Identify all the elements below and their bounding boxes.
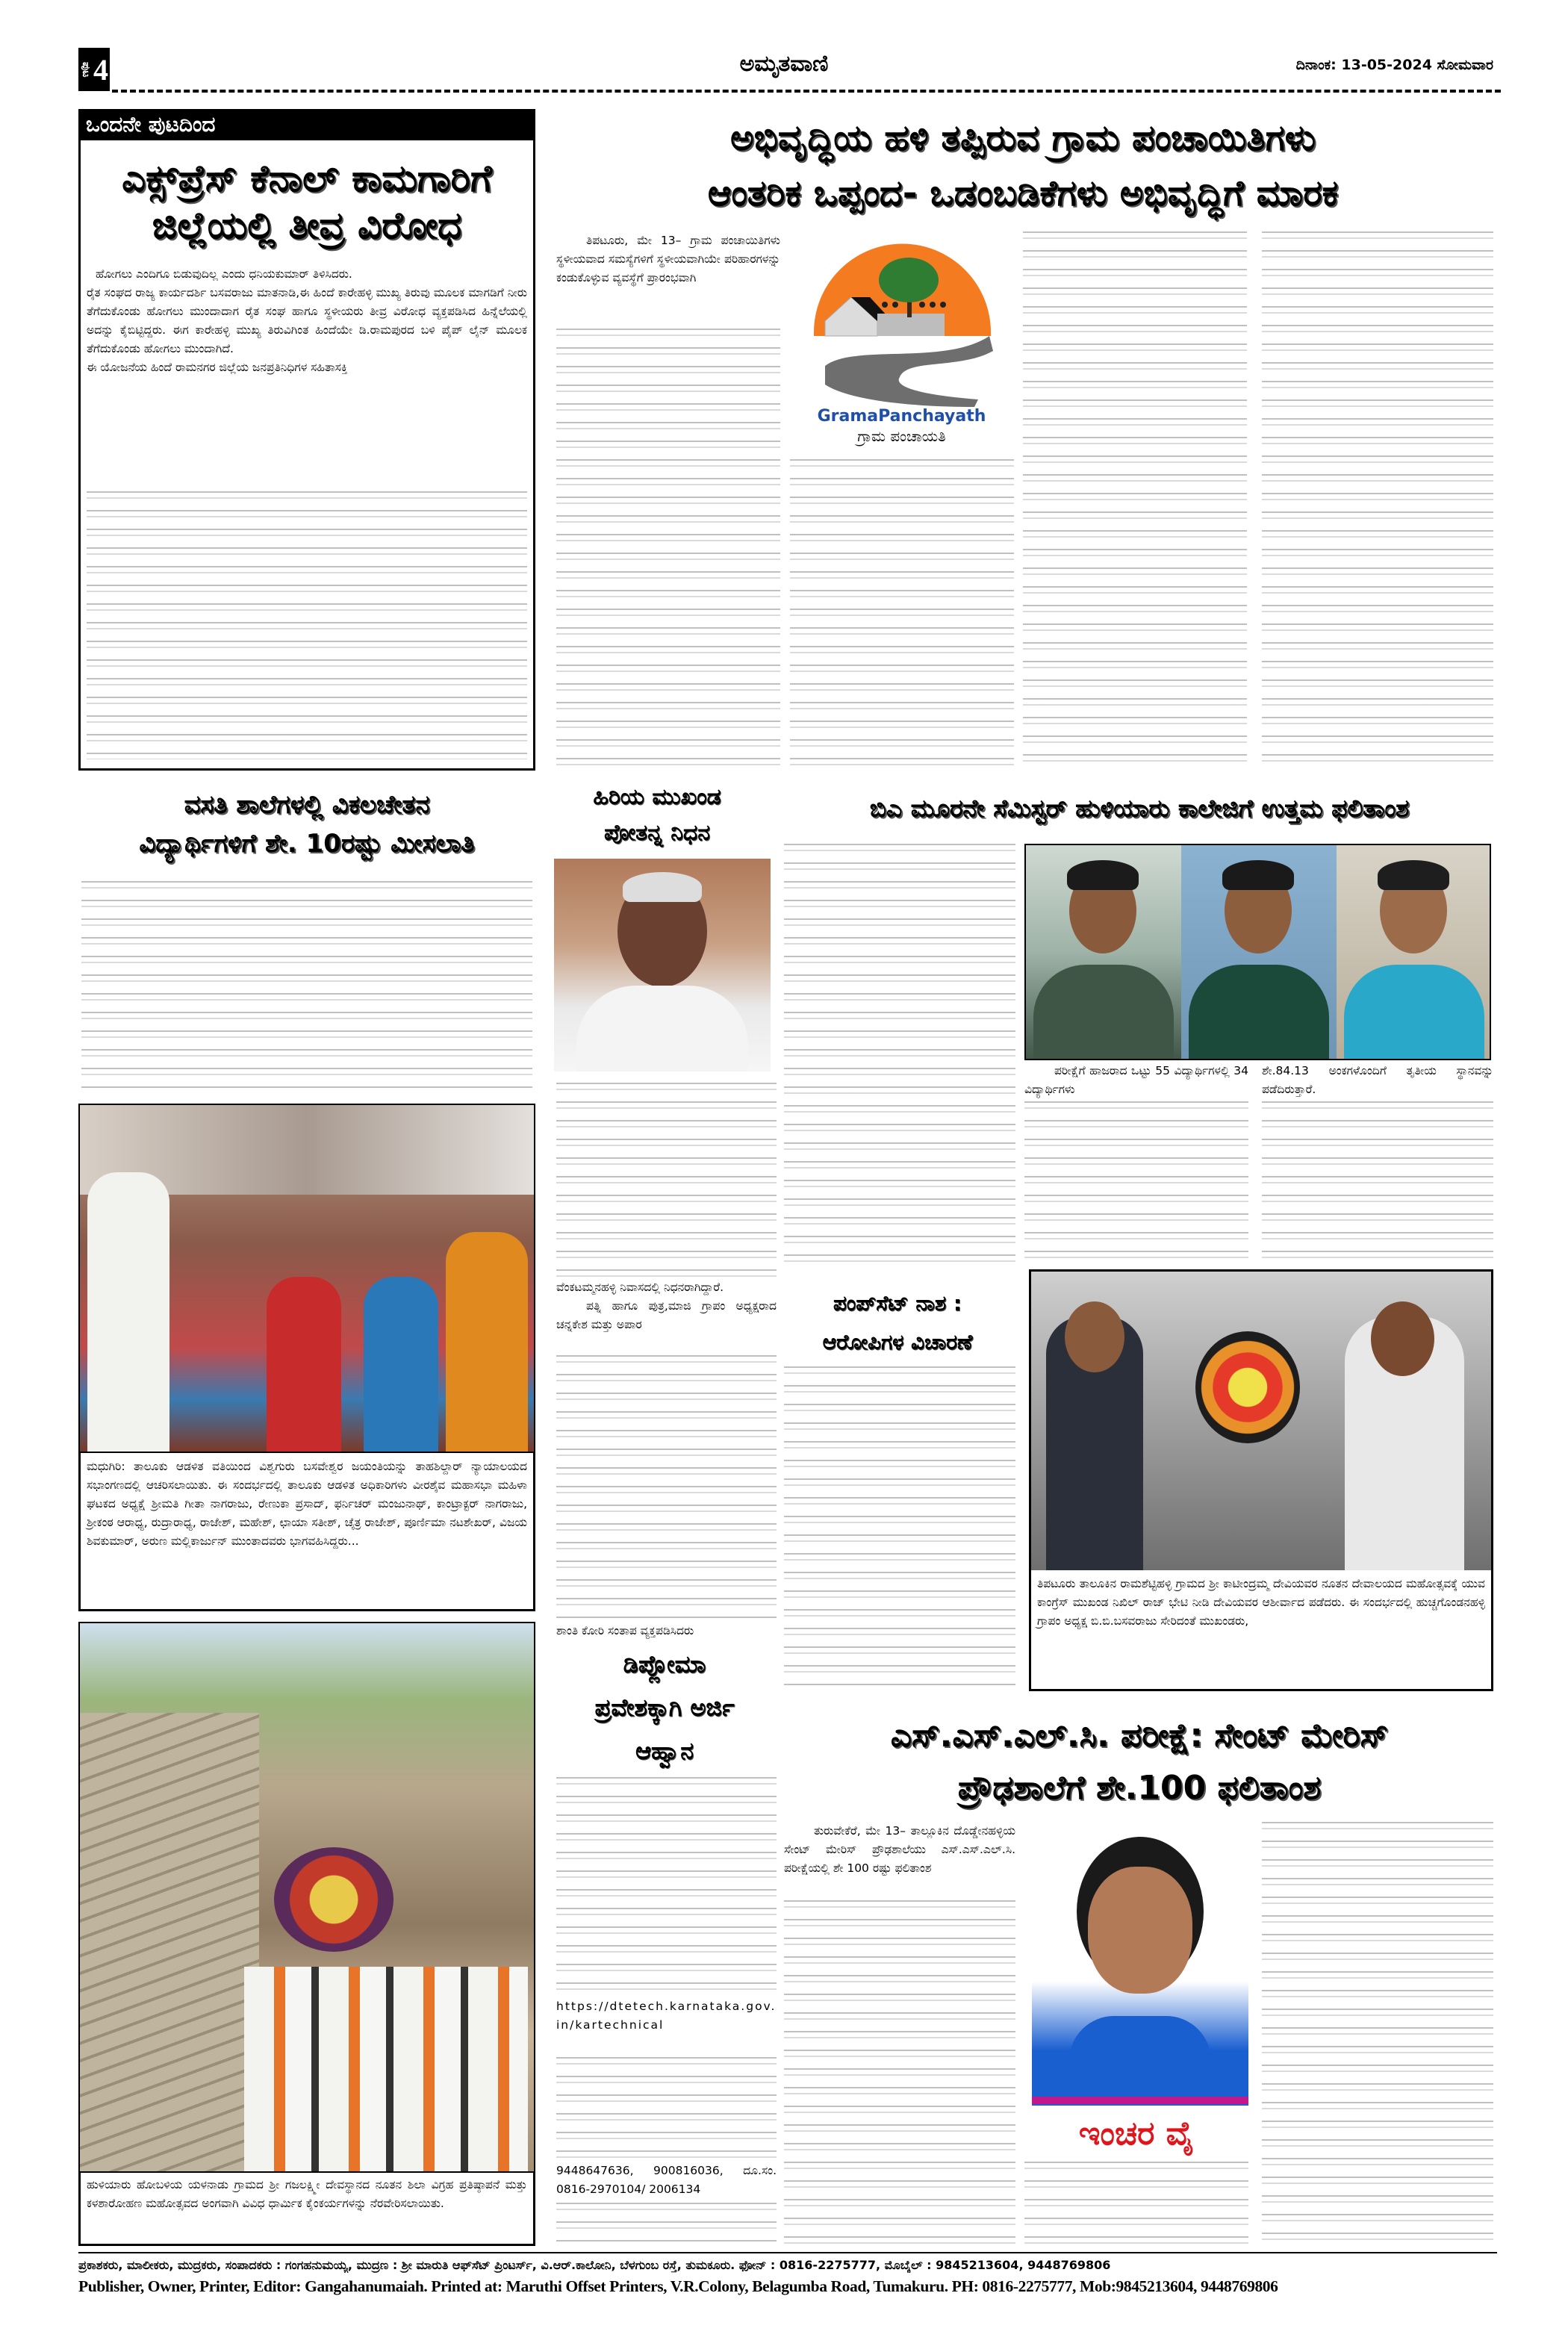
article-ba-col1 [784,844,1015,1262]
article-ba-headline: ಬಿಎ ಮೂರನೇ ಸೆಮಿಸ್ಟರ್ ಹುಳಿಯಾರು ಕಾಲೇಜಿಗೆ ಉತ್ತಮ ಫಲಿತಾಂಶ [869,794,1410,823]
article-panchayat-dateline: ತಿಪಟೂರು, ಮೇ 13– ಗ್ರಾಮ ಪಂಚಾಯಿತಿಗಳು ಸ್ಥಳೀಯವಾದ ಸಮಸ್ಯೆಗಳಿಗೆ ಸ್ಥಳೀಯವಾಗಿಯೇ ಪರಿಹಾರಗಳನ್ನು ಕಂಡುಕೊಳ್ಳುವ ವ್ಯವಸ್ಥೆಗೆ ಪ್ರಾರಂಭವಾಗಿ [556,234,780,284]
headline-line: ಪೋತನ್ನ ನಿಧನ [604,820,710,846]
article-ba-col3 [1262,1101,1493,1262]
headline-line: ವಸತಿ ಶಾಲೆಗಳಲ್ಲಿ ವಿಕಲಚೇತನ [184,790,430,820]
imprint-kannada: ಪ್ರಕಾಶಕರು, ಮಾಲೀಕರು, ಮುದ್ರಕರು, ಸಂಪಾದಕರು : ಗಂಗಹನುಮಯ್ಯ, ಮುದ್ರಣ : ಶ್ರೀ ಮಾರುತಿ ಆಫ್‌ಸೆಟ್ ಪ್ರಿಂಟರ್ಸ್, ವಿ.ಆರ್.ಕಾಲೋನಿ, ಬೆಳಗುಂಬ ರಸ್ತೆ, ತುಮಕೂರು. ಫೋನ್ : 0816-2275777, ಮೊಬೈಲ್ : 9845213604, 9448769806 [78,2258,1111,2272]
photo-temple-visit [1031,1272,1491,1570]
article-pumpset-body [784,1366,1015,1687]
headline-line: ಜಿಲ್ಲೆಯಲ್ಲಿ ತೀವ್ರ ವಿರೋಧ [152,203,462,247]
article-sslc-col3 [1262,1822,1493,2244]
article-diploma-phones: 9448647636, 900816036, ದೂ.ಸಂ. 0816-2970104/ 2006134 [556,2164,777,2196]
paragraph: ರೈತ ಸಂಘದ ರಾಜ್ಯ ಕಾರ್ಯದರ್ಶಿ ಬಸವರಾಜು ಮಾತನಾಡಿ,ಈ ಹಿಂದೆ ಕಾರೇಹಳ್ಳಿ ಮುಖ್ಯ ತಿರುವು ಮೂಲಕ ಮಾಗಡಿಗೆ ನೀರು ತೆಗೆದುಕೊಂಡು ಹೋಗಲು ಮುಂದಾದಾಗ ರೈತ ಸಂಘ ಹಾಗೂ ಸ್ಥಳೀಯರು ತೀವ್ರ ವಿರೋಧ ವ್ಯಕ್ತಪಡಿಸಿದ ಹಿನ್ನೆಲೆಯಲ್ಲಿ ಅದನ್ನು ಕೈಬಿಟ್ಟಿದ್ದರು. ಈಗ ಕಾರೇಹಳ್ಳಿ ಮುಖ್ಯ ತಿರುವಿಗಿಂತ ಹಿಂದೆಯೇ ಡಿ.ರಾಮಪುರದ ಬಳಿ ಪೈಪ್ ಲೈನ್ ಮೂಲಕ ತೆಗೆದುಕೊಂಡು ಹೋಗಲು ಮುಂದಾಗಿದೆ. [87,286,527,355]
article-obituary-closing: ಶಾಂತಿ ಕೋರಿ ಸಂತಾಪ ವ್ಯಕ್ತಪಡಿಸಿದರು [556,1624,694,1637]
article-ba-snippet-1: ಪರೀಕ್ಷೆಗೆ ಹಾಜರಾದ ಒಟ್ಟು 55 ವಿದ್ಯಾರ್ಥಿಗಳಲ್ಲಿ 34 ವಿದ್ಯಾರ್ಥಿಗಳು [1024,1064,1248,1096]
article-panchayat-col2 [790,459,1014,769]
article-diploma-body-end [556,2203,777,2244]
headline-line: ಆಹ್ವಾನ [635,1737,694,1765]
paragraph: ಪತ್ನಿ ಹಾಗೂ ಪುತ್ರ,ಮಾಜಿ ಗ್ರಾಪಂ ಅಧ್ಯಕ್ಷರಾದ ಚನ್ನಕೇಶ ಮತ್ತು ಅಪಾರ [556,1299,777,1331]
article-canal [78,140,535,771]
headline-line: ಪ್ರೌಢಶಾಲೆಗೆ ಶೇ.100 ಫಲಿತಾಂಶ [957,1769,1322,1807]
page-label: ಪುಟ [80,61,92,78]
headline-line: ಹಿರಿಯ ಮುಖಂಡ [593,784,721,810]
photo-huliyar-temple-crowd [78,1622,535,2173]
paragraph: ಈ ಯೋಜನೆಯ ಹಿಂದೆ ರಾಮನಗರ ಜಿಲ್ಲೆಯ ಜನಪ್ರತಿನಿಧಿಗಳ ಸಹಿತಾಸಕ್ತಿ [87,361,348,374]
continued-from-page-one-kicker: ಒಂದನೇ ಪುಟದಿಂದ [78,109,535,140]
photo-ba-students [1024,844,1491,1060]
photo-sslc-student [1024,1822,1248,2106]
article-sslc-dateline: ತುರುವೇಕೆರೆ, ಮೇ 13– ತಾಲ್ಲೂಕಿನ ದೊಡ್ಡೇನಹಳ್ಳಿಯ ಸೇಂಟ್ ಮೇರಿಸ್ ಪ್ರೌಢಶಾಲೆಯು ಎಸ್.ಎಸ್.ಎಲ್.ಸಿ. ಪರೀಕ್ಷೆಯಲ್ಲಿ ಶೇ 100 ರಷ್ಟು ಫಲಿತಾಂಶ [784,1824,1015,1875]
headline-line: ವಿದ್ಯಾರ್ಥಿಗಳಿಗೆ ಶೇ. 10ರಷ್ಟು ಮೀಸಲಾತಿ [139,829,475,859]
page-number: 4 [93,52,108,87]
photo-obituary-portrait [554,859,771,1071]
article-ba-snippet-2: ಶೇ.84.13 ಅಂಕಗಳೊಂದಿಗೆ ತೃತೀಯ ಸ್ಥಾನವನ್ನು ಪಡೆದಿರುತ್ತಾರೆ. [1262,1064,1493,1096]
newspaper-name: ಅಮೃತವಾಣಿ [739,51,829,77]
headline-line: ಅಭಿವೃದ್ಧಿಯ ಹಳಿ ತಪ್ಪಿರುವ ಗ್ರಾಮ ಪಂಚಾಯಿತಿಗಳು [729,117,1316,159]
photo-huliyar-caption: ಹುಳಿಯಾರು ಹೋಬಳಿಯ ಯಳನಾಡು ಗ್ರಾಮದ ಶ್ರೀ ಗಜಲಕ್ಷ್ಮೀ ದೇವಸ್ಥಾನದ ನೂತನ ಶಿಲಾ ವಿಗ್ರಹ ಪ್ರತಿಷ್ಠಾಪನೆ ಮತ್ತು ಕಳಶಾರೋಹಣ ಮಹೋತ್ಸವದ ಅಂಗವಾಗಿ ವಿವಿಧ ಧಾರ್ಮಿಕ ಕೈಂಕರ್ಯಗಳನ್ನು ನೆರವೇರಿಸಲಾಯಿತು. [78,2173,535,2246]
article-canal-headline [81,155,533,249]
paragraph: ವೆಂಕಟಮ್ಮನಹಳ್ಳಿ ನಿವಾಸದಲ್ಲಿ ನಿಧನರಾಗಿದ್ದಾರೆ. [556,1281,724,1294]
grama-panchayath-logo [795,239,1008,452]
headline-line: ಡಿಪ್ಲೋಮಾ [623,1650,706,1679]
logo-text-en: GramaPanchayath [817,407,986,426]
article-panchayat-col4 [1262,231,1493,769]
article-hostel-body [81,881,532,1090]
article-panchayat-col1 [556,329,780,769]
article-diploma-body [556,1777,777,1994]
page-number-badge [78,48,110,91]
headline-line: ಎಕ್ಸ್‌ಪ್ರೆಸ್ ಕೆನಾಲ್ ಕಾಮಗಾರಿಗೆ [122,157,492,200]
article-panchayat-headline [549,111,1497,221]
article-diploma-headline [553,1643,777,1773]
article-canal-body [87,265,527,377]
article-obituary-headline [545,780,769,851]
headline-line: ಪ್ರವೇಶಕ್ಕಾಗಿ ಅರ್ಜಿ [594,1693,735,1722]
photo-madhugiri-caption: ಮಧುಗಿರಿ: ತಾಲೂಕು ಆಡಳಿತ ವತಿಯಿಂದ ವಿಶ್ವಗುರು ಬಸವೇಶ್ವರ ಜಯಂತಿಯನ್ನು ತಾಹಶಿಲ್ದಾರ್ ನ್ಯಾಯಾಲಯದ ಸಭಾಂಗಣದಲ್ಲಿ ಆಚರಿಸಲಾಯಿತು. ಈ ಸಂದರ್ಭದಲ್ಲಿ ತಾಲೂಕು ಆಡಳಿತ ಅಧಿಕಾರಿಗಳು ವೀರಶೈವ ಮಹಾಸಭಾ ಮಹಿಳಾ ಘಟಕದ ಅಧ್ಯಕ್ಷೆ ಶ್ರೀಮತಿ ಗೀತಾ ನಾಗರಾಜು, ರೇಣುಕಾ ಪ್ರಸಾದ್, ಫರ್ನಿಚರ್ ಮಂಜುನಾಥ್, ಕಾಂಟ್ರಾಕ್ಟರ್ ನಾಗರಾಜು, ಶ್ರೀಕಂಠ ಆರಾಧ್ಯ, ರುದ್ರಾರಾಧ್ಯ, ರಾಜೇಶ್, ಮಹೇಶ್, ಛಾಯಾ ಸತೀಶ್, ಚೈತ್ರ ರಾಜೇಶ್, ಪೂರ್ಣಿಮಾ ನಟಶೇಖರ್, ವಿಜಯ ಶಿವಕುಮಾರ್, ಅರುಣ ಮಲ್ಲಿಕಾರ್ಜುನ್ ಮುಂತಾದವರು ಭಾಗವಹಿಸಿದ್ದರು... [78,1453,535,1611]
article-diploma-link[interactable]: https://dtetech.karnataka.gov.in/kartechnical [556,2000,777,2032]
headline-line: ಆರೋಪಿಗಳ ವಿಚಾರಣೆ [822,1330,973,1354]
headline-line: ಪಂಪ್‌ಸೆಟ್ ನಾಶ : [833,1291,962,1316]
article-canal-body-continued [87,491,527,759]
article-hostel [78,777,535,1098]
article-obituary-body [556,1083,777,1277]
logo-text-kn: ಗ್ರಾಮ ಪಂಚಾಯತಿ [857,427,946,445]
article-obituary-snippet [556,1278,777,1334]
article-pumpset-headline [778,1284,1017,1362]
date-line: ದಿನಾಂಕ: 13-05-2024 ಸೋಮವಾರ [1295,57,1493,73]
photo-temple-caption: ತಿಪಟೂರು ತಾಲೂಕಿನ ರಾಮಶೆಟ್ಟಿಹಳ್ಳಿ ಗ್ರಾಮದ ಶ್ರೀ ಕಾಟೀಂದ್ರಮ್ಮ ದೇವಿಯವರ ನೂತನ ದೇವಾಲಯದ ಮಹೋತ್ಸವಕ್ಕೆ ಯುವ ಕಾಂಗ್ರೆಸ್ ಮುಖಂಡ ನಿಖಿಲ್ ರಾಜ್ ಭೇಟಿ ನೀಡಿ ದೇವಿಯವರ ಆಶೀರ್ವಾದ ಪಡೆದರು. ಈ ಸಂದರ್ಭದಲ್ಲಿ ಹುಚ್ಚಗೊಂಡನಹಳ್ಳಿ ಗ್ರಾಪಂ ಅಧ್ಯಕ್ಷ ಬಿ.ಬಿ.ಬಸವರಾಜು ಸೇರಿದಂತೆ ಮುಖಂಡರು, [1037,1577,1485,1628]
article-diploma-body-continued [556,2057,777,2158]
article-ba-col2 [1024,1101,1248,1262]
paragraph: ಹೋಗಲು ಎಂದಿಗೂ ಬಿಡುವುದಿಲ್ಲ ಎಂದು ಧನಿಯಕುಮಾರ್ ತಿಳಿಸಿದರು. [96,267,352,281]
photo-madhugiri-event [78,1104,535,1453]
imprint-english: Publisher, Owner, Printer, Editor: Gangahanumaiah. Printed at: Maruthi Offset Printers, V.R.Colony, Belagumba Road, Tumakuru. PH: 0816-2275777, Mob:9845213604, 9448769806 [78,2277,1278,2295]
headline-line: ಆಂತರಿಕ ಒಪ್ಪಂದ- ಒಡಂಬಡಿಕೆಗಳು ಅಭಿವೃದ್ಧಿಗೆ ಮಾರಕ [707,172,1339,214]
footer-divider [78,2252,1497,2253]
article-sslc-col1 [784,1900,1015,2244]
article-sslc-headline [778,1710,1501,1814]
article-obituary-body-continued [556,1355,777,1623]
masthead-divider [112,90,1501,93]
article-panchayat-col3 [1023,231,1247,769]
article-sslc-col2 [1024,2162,1248,2244]
article-hostel-headline [78,785,535,863]
headline-line: ಎಸ್.ಎಸ್.ಎಲ್.ಸಿ. ಪರೀಕ್ಷೆ: ಸೇಂಟ್ ಮೇರಿಸ್ [890,1717,1389,1755]
photo-temple-frame [1029,1269,1493,1691]
student-name: ಇಂಚರ ವೈ [1078,2115,1195,2153]
